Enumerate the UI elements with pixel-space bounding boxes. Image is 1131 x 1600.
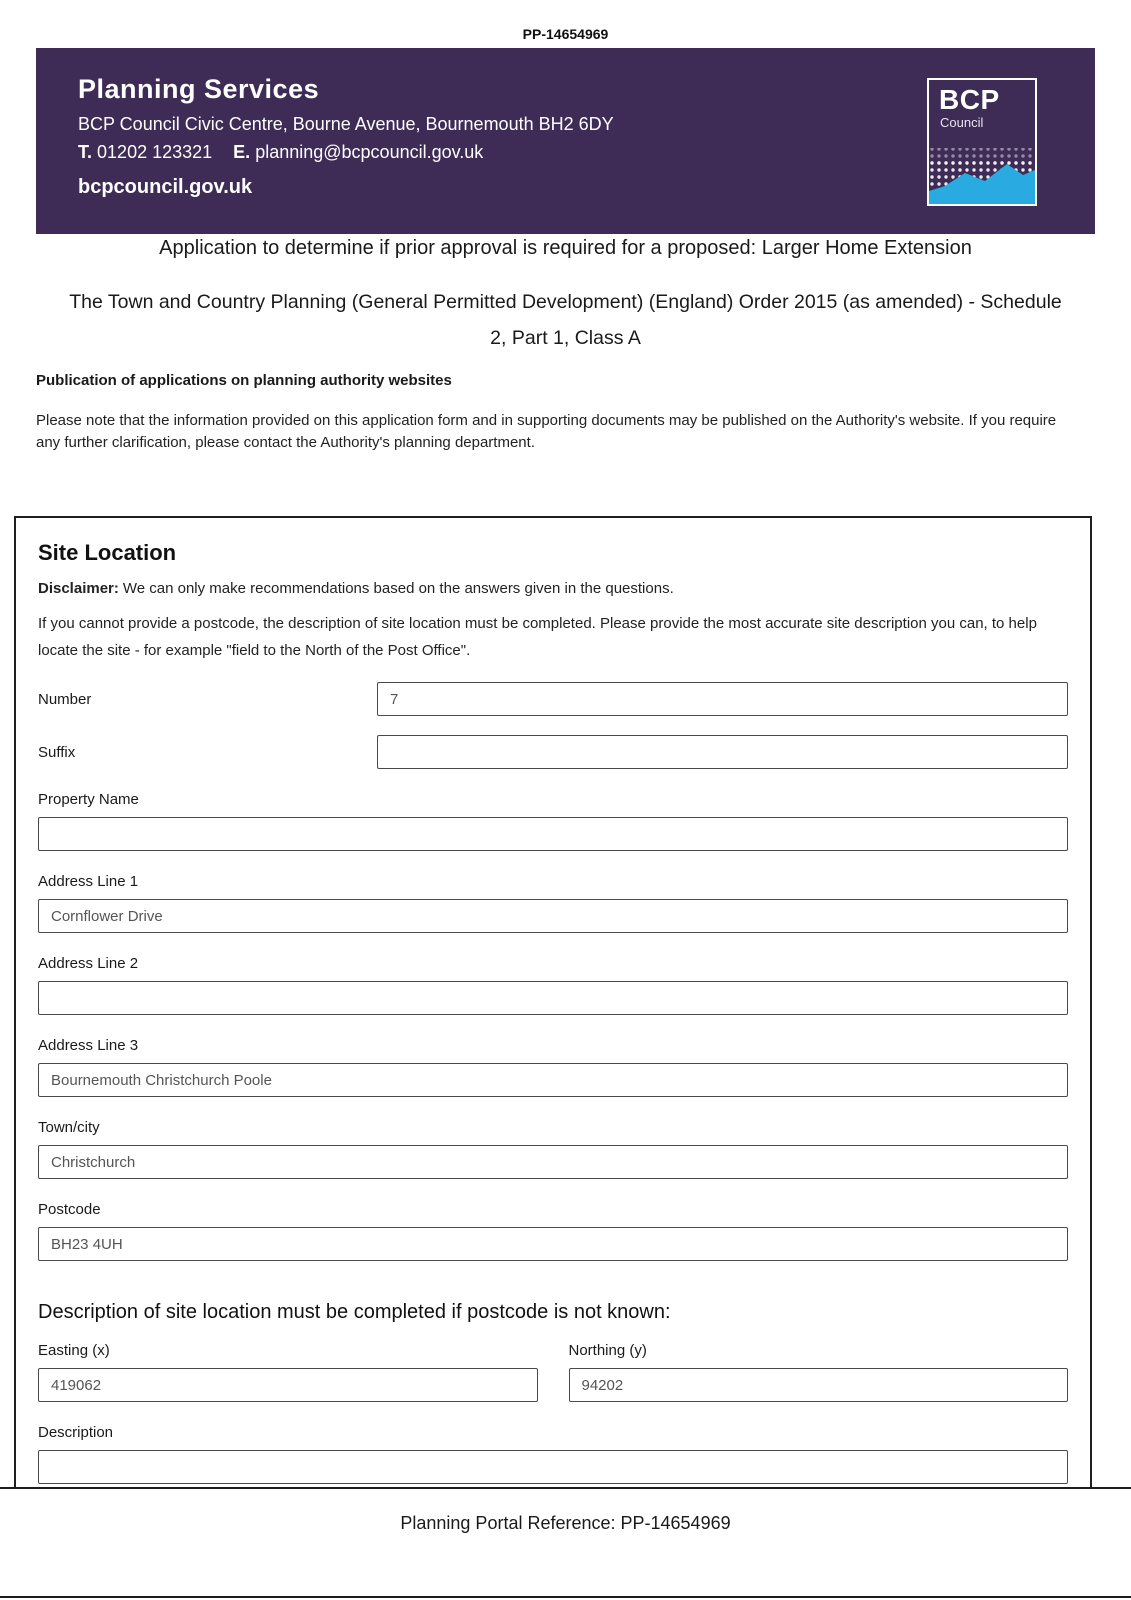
- disclaimer: [38, 580, 1068, 597]
- address-line-1-label: Address Line 1: [38, 873, 139, 890]
- address-line-1-input[interactable]: [38, 899, 1068, 933]
- disclaimer-text: We can only make recommendations based on the answers given in the questions.: [122, 580, 674, 597]
- disclaimer-label: Disclaimer:: [38, 580, 119, 597]
- page-break-line: [0, 1487, 1131, 1489]
- site-location-heading: Site Location: [38, 540, 177, 565]
- email-label: E.: [233, 142, 251, 162]
- address-line-3-label: Address Line 3: [38, 1037, 139, 1054]
- town-city-input[interactable]: [38, 1145, 1068, 1179]
- address-line-2-field: [38, 955, 1068, 1015]
- publication-heading: Publication of applications on planning authority websites: [36, 372, 452, 389]
- property-name-input[interactable]: [38, 817, 1068, 851]
- logo-halftone-wave-icon: [929, 146, 1035, 204]
- suffix-row: [38, 735, 1068, 769]
- publication-text: Please note that the information provided on this application form and in supporting documents may be published on the Authority's website. If you require any further clarification, please contact the Authority's planning department.: [36, 412, 1057, 451]
- town-city-field: [38, 1119, 1068, 1179]
- postcode-label: Postcode: [38, 1201, 101, 1218]
- address-line-3-input[interactable]: [38, 1063, 1068, 1097]
- legislation-title: The Town and Country Planning (General Permitted Development) (England) Order 2015 (as amended) - Schedule 2, Part 1, Class A: [69, 291, 1062, 349]
- website-url: bcpcouncil.gov.uk: [78, 176, 253, 198]
- northing-label: Northing (y): [568, 1342, 647, 1359]
- easting-label: Easting (x): [38, 1342, 110, 1359]
- description-input[interactable]: [38, 1450, 1068, 1484]
- header-address: BCP Council Civic Centre, Bourne Avenue, Bournemouth BH2 6DY: [78, 114, 614, 134]
- northing-input[interactable]: [569, 1368, 1069, 1402]
- logo-council-text: Council: [940, 115, 984, 130]
- planning-services-title: Planning Services: [78, 74, 320, 104]
- suffix-input[interactable]: [377, 735, 1068, 769]
- property-name-field: [38, 791, 1068, 851]
- address-line-3-field: [38, 1037, 1068, 1097]
- northing-field: [569, 1342, 1069, 1402]
- address-line-2-label: Address Line 2: [38, 955, 139, 972]
- description-heading: Description of site location must be completed if postcode is not known:: [38, 1301, 671, 1323]
- instructions-text: If you cannot provide a postcode, the description of site location must be completed. Please provide the most accurate site description you can, to help locate the site - for example "field to the North of the Post Office".: [38, 615, 1037, 659]
- page-bottom-line: [0, 1596, 1131, 1598]
- property-name-label: Property Name: [38, 791, 139, 808]
- page-reference: PP-14654969: [522, 26, 609, 42]
- address-line-2-input[interactable]: [38, 981, 1068, 1015]
- bcp-council-logo: [927, 78, 1037, 206]
- coordinates-row: [38, 1342, 1068, 1402]
- address-line-1-field: [38, 873, 1068, 933]
- postcode-input[interactable]: [38, 1227, 1068, 1261]
- site-location-section: [14, 516, 1092, 1487]
- logo-bcp-text: BCP: [939, 84, 1000, 115]
- suffix-label: Suffix: [38, 743, 76, 761]
- description-field: [38, 1424, 1068, 1484]
- phone-label: T.: [78, 142, 93, 162]
- easting-input[interactable]: [38, 1368, 538, 1402]
- postcode-field: [38, 1201, 1068, 1261]
- description-label: Description: [38, 1424, 114, 1441]
- phone-number: 01202 123321: [97, 142, 213, 162]
- easting-field: [38, 1342, 538, 1402]
- town-city-label: Town/city: [38, 1119, 100, 1136]
- application-title: Application to determine if prior approval is required for a proposed: Larger Home Extension: [159, 237, 972, 259]
- footer-reference: Planning Portal Reference: PP-14654969: [400, 1513, 731, 1533]
- number-label: Number: [38, 690, 92, 708]
- header-band: [36, 48, 1095, 234]
- number-row: [38, 682, 1068, 716]
- email-address: planning@bcpcouncil.gov.uk: [255, 142, 484, 162]
- number-input[interactable]: [377, 682, 1068, 716]
